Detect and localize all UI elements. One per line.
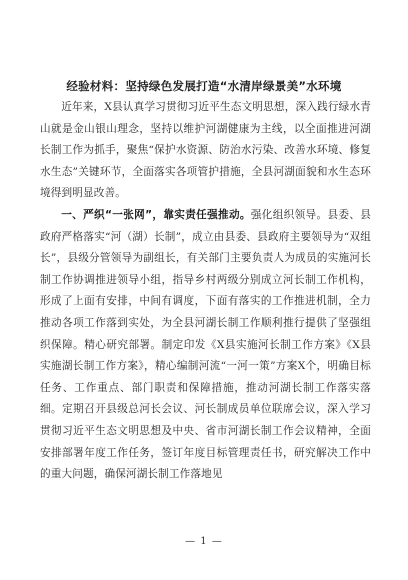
document-body (40, 97, 371, 486)
section-heading: 一、严织“一张网”，靠实责任强推动。 (61, 208, 251, 221)
paragraph-intro: 近年来，X县认真学习贯彻习近平生态文明思想，深入践行绿水青山就是金山银山理念，坚持以维护河湖健康为主线，以全面推进河湖长制工作为抓手，聚焦“保护水资源、防治水污染、改善水环境、修复水生态”关键环节，全面落实各项管护措施，全县河湖面貌和水生态环境得到明显改善。 (40, 101, 371, 200)
page-number: — 1 — (185, 536, 223, 547)
paragraph-section-1 (40, 205, 371, 486)
section-text: 强化组织领导。县委、县政府严格落实“河（湖）长制”，成立由县委、县政府主要领导为“双组长”，县级分管领导为副组长，有关部门主要负责人为成员的实施河长制工作协调推进领导小组，指导乡村两级分别成立河长制工作机构，形成了上面有安排，中间有调度，下面有落实的工作推进机制，全力推动各项工作落到实处，为全县河湖长制工作顺利推行提供了坚强组织保障。精心研究部署。制定印发《X县实施河长制工作方案》《X县实施湖长制工作方案》，精心编制河流“一河一策”方案X个，明确目标任务、工作重点、部门职责和保障措施，推动河湖长制工作落实落细。定期召开县级总河长会议、河长制成员单位联席会议，深入学习贯彻习近平生态文明思想及中央、省市河湖长制工作会议精神，全面安排部署年度工作任务，签订年度目标管理责任书，研究解决工作中的重大问题，确保河湖长制工作落地见 (40, 208, 372, 481)
document-title: 经验材料：坚持绿色发展打造“水清岸绿景美”水环境 (66, 79, 342, 93)
